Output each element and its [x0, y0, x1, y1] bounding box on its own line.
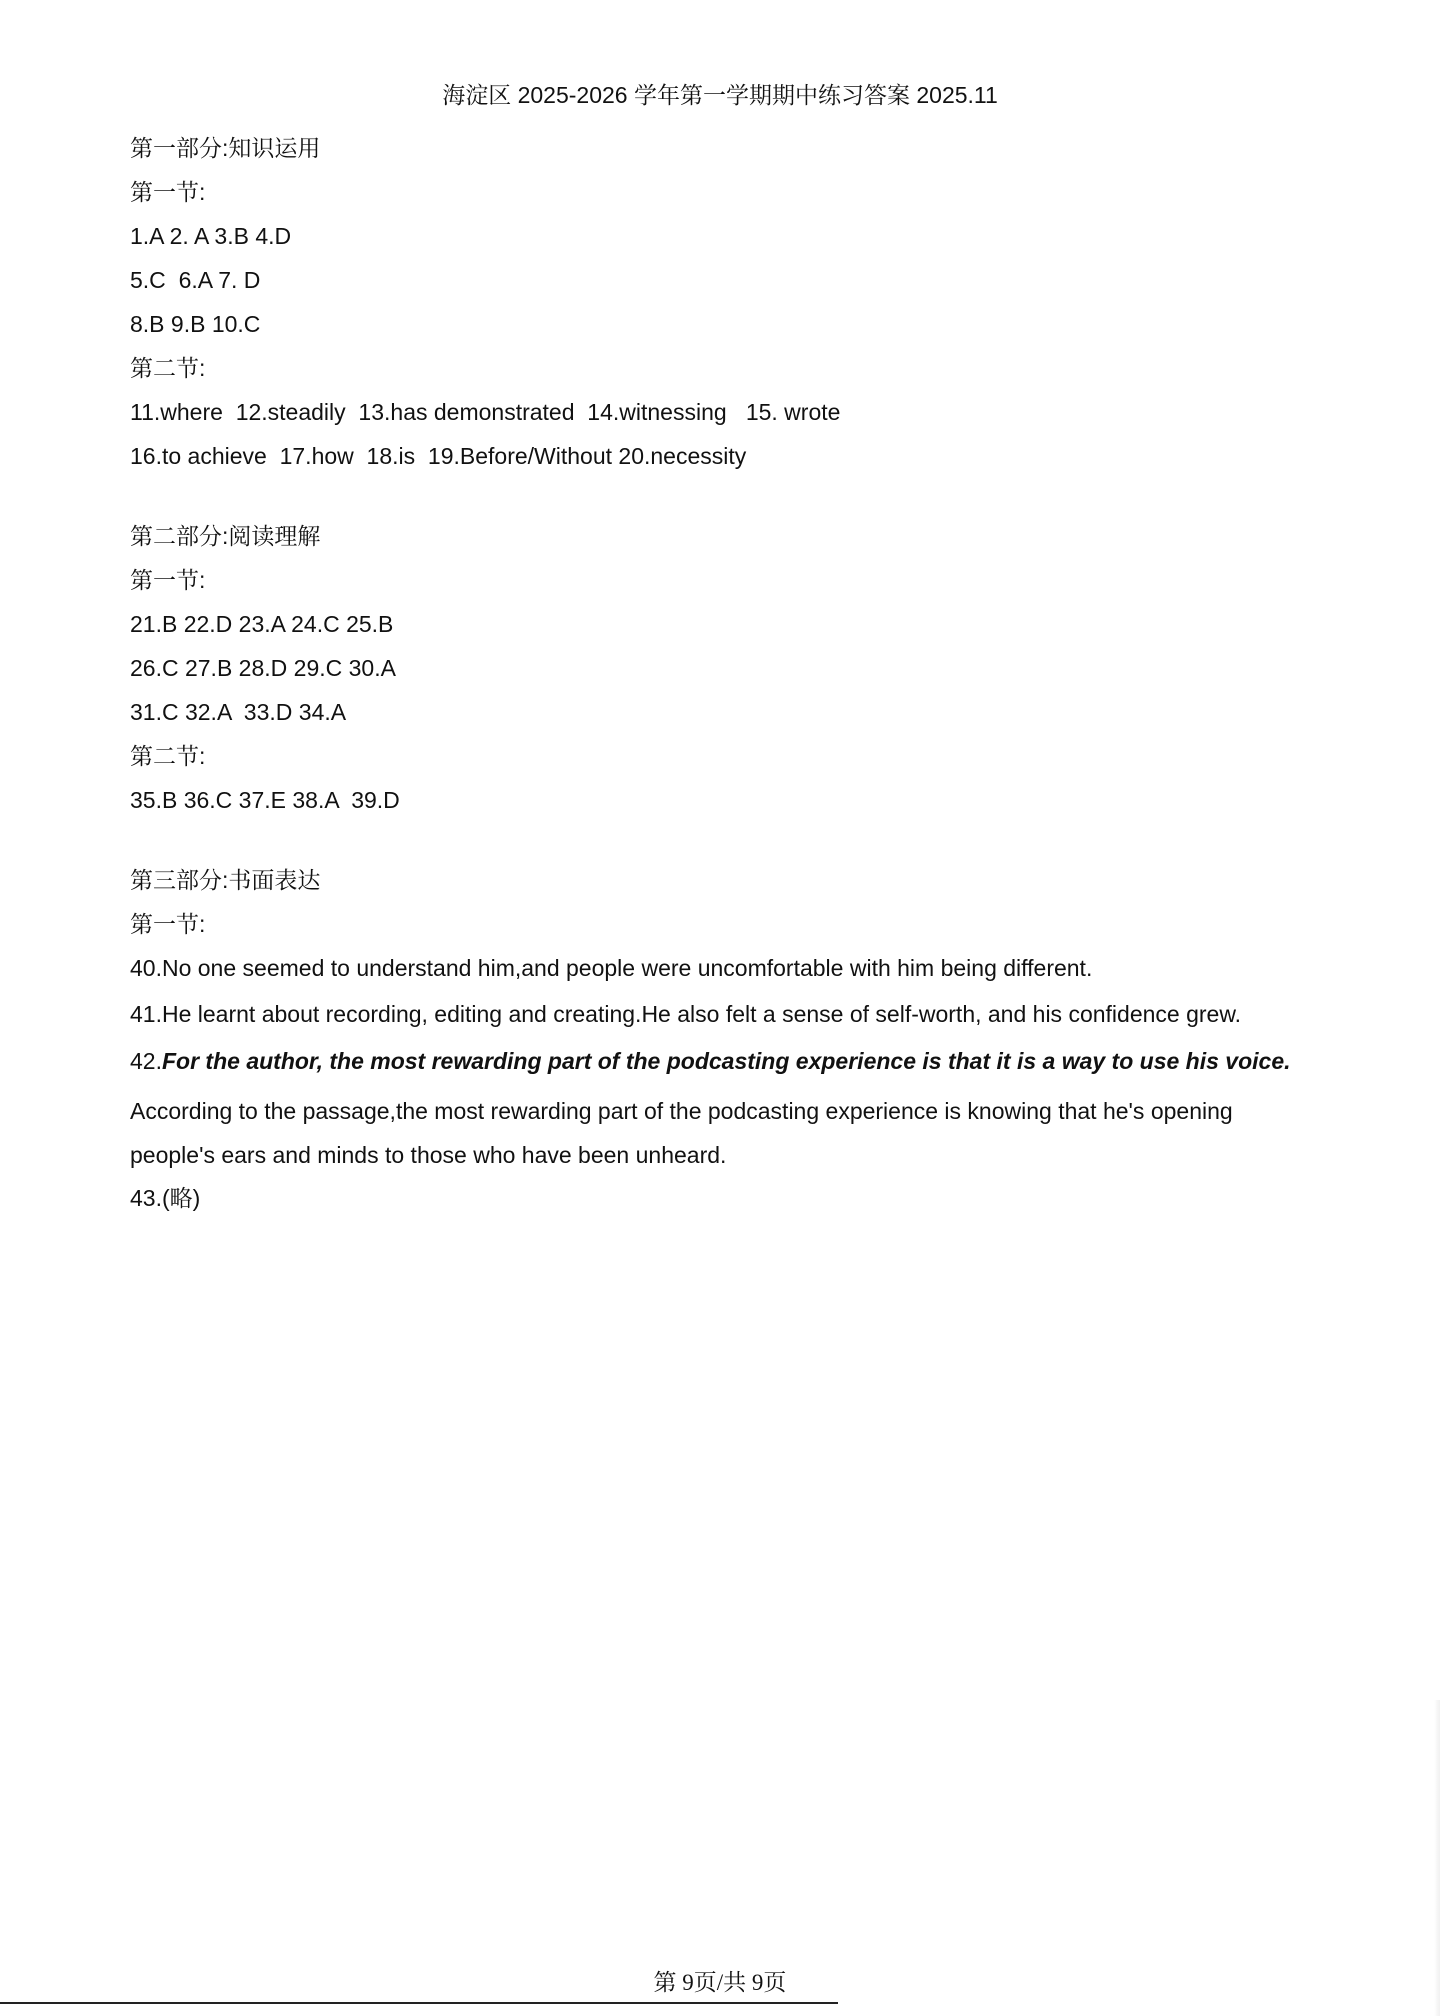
- answer-line: 21.B 22.D 23.A 24.C 25.B: [130, 611, 394, 637]
- part1-section1-heading: 第一节:: [130, 179, 206, 205]
- answer-line: 5.C 6.A 7. D: [130, 267, 261, 293]
- part2-heading: 第二部分:阅读理解: [130, 523, 321, 549]
- part3-heading: 第三部分:书面表达: [130, 867, 321, 893]
- answer-line: 1.A 2. A 3.B 4.D: [130, 223, 292, 249]
- answer-40: 40.No one seemed to understand him,and people were uncomfortable with him being different.: [130, 955, 1093, 981]
- spacer: [130, 479, 1320, 515]
- footer-divider: [0, 2002, 838, 2004]
- part1-heading: 第一部分:知识运用: [130, 135, 321, 161]
- answer-42-bold: [130, 1033, 1320, 1083]
- part1-section2-heading: 第二节:: [130, 355, 206, 381]
- document-title: 海淀区 2025-2026 学年第一学期期中练习答案 2025.11: [442, 82, 998, 108]
- answer-line: 16.to achieve 17.how 18.is 19.Before/Without 20.necessity: [130, 443, 747, 469]
- answer-42-explanation: According to the passage,the most rewarding part of the podcasting experience is knowing that he's opening people's ears and minds to those who have been unheard.: [130, 1098, 1233, 1168]
- part2-section2-heading: 第二节:: [130, 743, 206, 769]
- answer-line: 8.B 9.B 10.C: [130, 311, 261, 337]
- part2-section1-heading: 第一节:: [130, 567, 206, 593]
- answer-42-number: 42.: [130, 1048, 162, 1074]
- scan-edge-shadow: [1434, 1700, 1440, 2016]
- answer-content: [130, 127, 1320, 1221]
- answer-line: 31.C 32.A 33.D 34.A: [130, 699, 347, 725]
- answer-line: 35.B 36.C 37.E 38.A 39.D: [130, 787, 400, 813]
- part3-section1-heading: 第一节:: [130, 911, 206, 937]
- answer-line: 11.where 12.steadily 13.has demonstrated 14.witnessing 15. wrote: [130, 399, 841, 425]
- answer-42-key-sentence: For the author, the most rewarding part of the podcasting experience is that it is a way to use his voice.: [161, 1048, 1291, 1074]
- answer-43: 43.(略): [130, 1185, 201, 1211]
- spacer: [130, 823, 1320, 859]
- page-number: 第 9页/共 9页: [653, 1970, 787, 1995]
- answer-41: 41.He learnt about recording, editing and creating.He also felt a sense of self-worth, and his confidence grew.: [130, 1001, 1242, 1027]
- answer-line: 26.C 27.B 28.D 29.C 30.A: [130, 655, 396, 681]
